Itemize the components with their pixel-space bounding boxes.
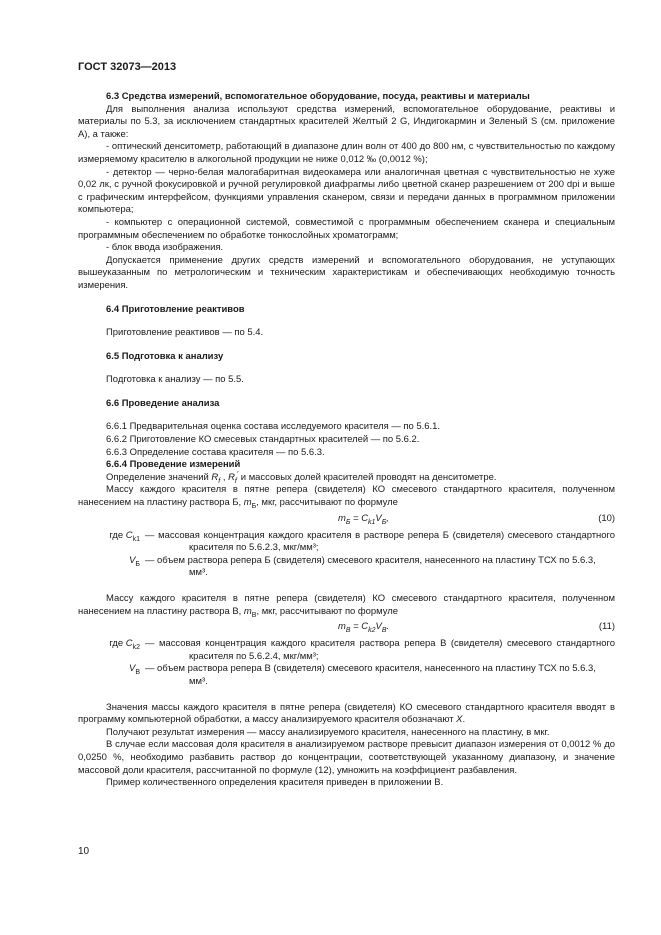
definition-vv: $V_В$ — объем раствора репера В (свидетеля) смесевого красителя, нанесенного на пластину ТСХ по 5.6.3, мм³. [129,663,596,687]
section-6-5-heading: 6.5 Подготовка к анализу [106,350,224,362]
equation-10 [78,510,615,530]
section-6-6-heading: 6.6 Проведение анализа [106,397,220,409]
document-body [78,91,615,790]
equation-11-expression: $m_В = C_{k2}V_В$. [338,621,390,635]
list-item: 6.6.2 Приготовление КО смесевых стандартных красителей — по 5.6.2. [106,434,420,446]
section-6-3-heading: 6.3 Средства измерений, вспомогательное оборудование, посуда, реактивы и материалы [106,91,530,102]
subsection-6-6-4-heading: 6.6.4 Проведение измерений [106,459,241,471]
paragraph: Массу каждого красителя в пятне репера (свидетеля) КО смесевого стандартного красителя, полученном нанесением на пластину раствора В, $m_В$, мкг, рассчитывают по формуле [78,593,615,619]
definition-ck2: где $C_{k2}$ — массовая концентрация каждого красителя раствора репера В (свидетеля) смесевого стандартного красителя по 5.6.2.4, мкг/мм³; [109,638,615,662]
paragraph: Определение значений $R_f$ , $R_f'$ и массовых долей красителей проводят на денситометре. [106,470,497,485]
list-item: - блок ввода изображения. [106,242,224,254]
document-header: ГОСТ 32073—2013 [78,61,177,73]
equation-11 [78,618,615,638]
equation-11-number: (11) [598,621,615,633]
paragraph: Приготовление реактивов — по 5.4. [106,327,264,339]
paragraph: Для выполнения анализа используют средства измерений, вспомогательное оборудование, реактивы и материалы по 5.3, за исключением стандартных красителей Желтый 2 G, Индигокармин и Зеленый S (см. приложение А), а также: [78,103,615,140]
definition-vb: $V_Б$ — объем раствора репера Б (свидетеля) смесевого красителя, нанесенного на пластину ТСХ по 5.6.3, мм³. [129,554,596,579]
paragraph: Пример количественного определения красителя приведен в приложении В. [106,777,444,789]
equation-10-expression: $m_Б = C_{k1}V_Б$, [338,512,389,526]
definition-ck1: где $C_{k1}$ — массовая концентрация каждого красителя в растворе репера Б (свидетеля) смесевого стандартного красителя по 5.6.2.3, мкг/мм³; [109,529,615,554]
list-item: 6.6.1 Предварительная оценка состава исследуемого красителя — по 5.6.1. [106,421,441,433]
list-item: - оптический денситометр, работающий в диапазоне длин волн от 400 до 800 нм, с чувствительностью по каждому измеряемому красителю в алкогольной продукции не ниже 0,012 ‰ (0,0012 %); [78,141,615,165]
paragraph: Подготовка к анализу — по 5.5. [106,374,244,386]
equation-10-number: (10) [598,512,615,524]
paragraph: В случае если массовая доля красителя в анализируемом растворе превысит диапазон измерения от 0,0012 % до 0,0250 %, необходимо разбавить раствор до концентрации, соответствующей указанному диапазону, и значение массовой доли красителя, рассчитанной по формуле (12), умножить на коэффициент разбавления. [78,739,615,776]
list-item: 6.6.3 Определение состава красителя — по 5.6.3. [106,446,325,458]
paragraph: Массу каждого красителя в пятне репера (свидетеля) КО смесевого стандартного красителя, полученном нанесением на пластину раствора Б, $m_Б$, мкг, рассчитывают по формуле [78,484,615,510]
paragraph: Допускается применение других средств измерений и вспомогательного оборудования, не уступающих вышеуказанным по метрологическим и техническим характеристикам и обеспечивающих необходимую точность измерения. [78,254,615,291]
paragraph: Значения массы каждого красителя в пятне репера (свидетеля) КО смесевого стандартного красителя вводят в программу компьютерной обработки, а массу анализируемого красителя обозначают X. [78,701,615,726]
list-item: - детектор — черно-белая малогабаритная видеокамера или аналогичная цветная с чувствительностью не хуже 0,02 лк, с ручной фокусировкой и ручной регулировкой диафрагмы либо цветной сканер разрешением от 200 dpi и выше с графическим интерфейсом, функциями управления сканером, связи и передачи данных в программном приложении компьютера; [78,166,615,216]
section-6-4-heading: 6.4 Приготовление реактивов [106,303,245,315]
paragraph: Получают результат измерения — массу анализируемого красителя, нанесенного на пластину, в мкг. [106,726,550,738]
page-number: 10 [78,846,90,857]
list-item: - компьютер с операционной системой, совместимой с программным обеспечением сканера и специальным программным обеспечением по обработке тонкослойных хроматограмм; [78,216,615,241]
